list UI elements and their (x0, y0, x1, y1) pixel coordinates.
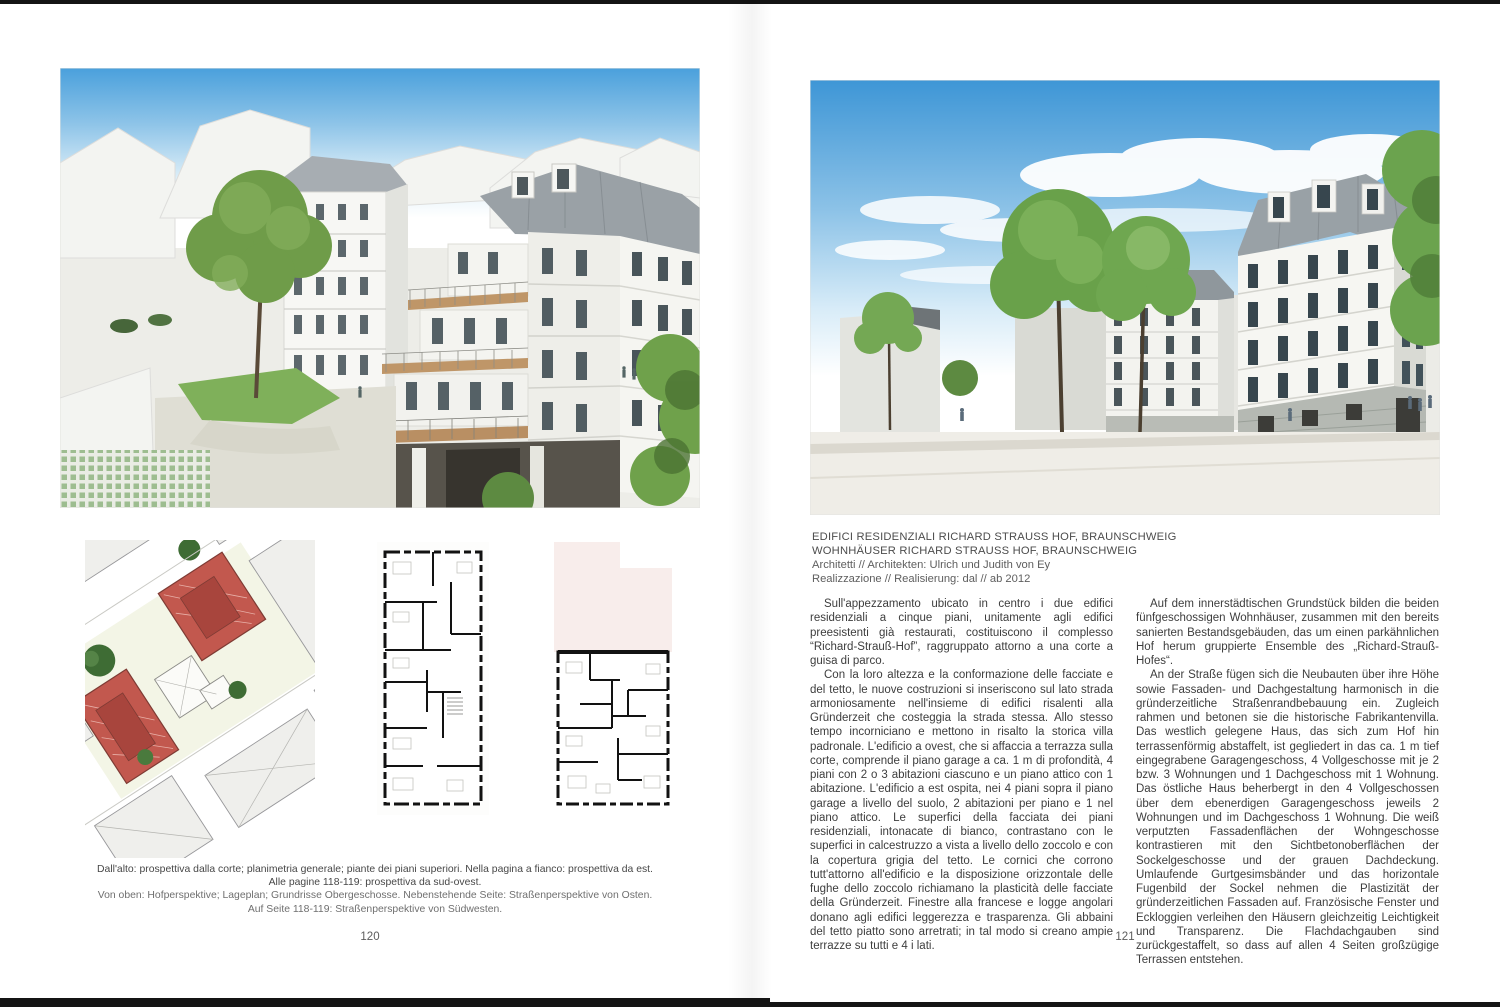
courtyard-rendering-image (60, 68, 700, 508)
page-number-right: 121 (1115, 931, 1135, 943)
body-text-columns (810, 597, 1442, 968)
project-title-german: WOHNHÄUSER RICHARD STRAUSS HOF, BRAUNSCHWEIG (812, 544, 1138, 557)
project-title-block (812, 531, 1412, 587)
german-paragraph-1: Auf dem innerstädtischen Grundstück bilden die beiden fünfgeschossigen Wohnhäuser, zusammen mit den bereits sanierten Bestandsgebäuden, das um einen parkähnlichen Hof herum gruppierte Ensemble des „Richard-Strauß-Hofes“. (1136, 598, 1439, 667)
site-plan-drawing (85, 540, 315, 858)
project-title-italian: EDIFICI RESIDENZIALI RICHARD STRAUSS HOF, BRAUNSCHWEIG (812, 531, 1177, 543)
caption-line-italian-1: Dall'alto: prospettiva dalla corte; planimetria generale; piante dei piani superiori. Nella pagina a fianco: prospettiva da est. (97, 864, 653, 875)
street-rendering-image (810, 80, 1440, 515)
italian-paragraph-2: Con la loro altezza e la conformazione delle facciate e del tetto, le nuove costruzioni si inseriscono sul lato strada armoniosamente nell'insieme di edifici risalenti alla Gründerzeit che costeggia la strada stessa. Allo stesso tempo incorniciano e mettono in risalto la storica villa padronale. L'edificio a ovest, che si affaccia a terrazza sulla corte, comprende il piano garage a ca. 1 m di profondità, 4 piani con 2 o 3 abitazioni ciascuno e un piano attico con 1 abitazione. L'edificio a est ospita, nei 4 piani sopra il piano garage a livello del suolo, 2 abitazioni per piano e 1 nel piano attico. Le superfici della facciata dei piani residenziali, intonacate di bianco, contrastano con le superfici in calcestruzzo a vista a livello dello zoccolo e con la copertura grigia del tetto. Le cornici che corrono tutt'attorno all'edificio e la disposizione orizzontale delle fughe dello zoccolo richiamano la plasticità delle facciate della Gründerzeit. Finestre alla francese e logge angolari donano agli edifici leggerezza e trasparenza. Gli abbaini del tetto piatto sono arretrati; in tal modo si creano ampie terrazze su tutti e 4 i lati. (810, 669, 1113, 952)
figure-caption (63, 863, 687, 916)
german-paragraph-2: An der Straße fügen sich die Neubauten über ihre Höhe sowie Fassaden- und Dachgestaltung harmonisch in die gründerzeitliche Straßenrandbebauung ein. Zugleich rahmen und betonen sie die historische Fabrikantenvilla. Das westlich gelegene Haus, das sich zum Hof hin terrassenförmig abstaffelt, ist gegliedert in das ca. 1 m tief eingegrabene Garagengeschoss, 4 Vollgeschosse mit je 2 bzw. 3 Wohnungen und 1 Dachgeschoss mit 1 Wohnung. Das östliche Haus beherbergt in den 4 Vollgeschossen über dem ebenerdigen Garagengeschoss jeweils 2 Wohnungen und im Dachgeschoss 1 Wohnung. Die weiß verputzten Fassadenflächen der Wohngeschosse kontrastieren mit den Sichtbetonoberflächen der Sockelgeschosse und der grauen Dachdeckung. Umlaufende Gurtgesimsbänder und das horizontale Fugenbild der Sockel nehmen die Plastizität der gründerzeitlichen Fassaden auf. Französische Fenster und Eckloggien verleihen den Häusern gleichzeitig Leichtigkeit und Transparenz. Die Flachdachgauben sind zurückgestaffelt, so dass auf allen 4 Seiten großzügige Terrassen entstehen. (1136, 669, 1439, 967)
caption-line-german-1: Von oben: Hofperspektive; Lageplan; Grundrisse Obergeschosse. Nebenstehende Seite: Straßenperspektive von Osten. (97, 890, 653, 902)
text-column-german (1136, 597, 1439, 968)
floor-plan-west-drawing (377, 542, 489, 815)
page-fold (728, 0, 772, 1007)
street (810, 432, 1440, 515)
caption-line-italian-2: Alle pagine 118-119: prospettiva da sud-ovest. (268, 877, 482, 889)
scan-edge-bottom-left (0, 998, 770, 1007)
caption-line-german-2: Auf Seite 118-119: Straßenperspektive von Südwesten. (247, 903, 503, 915)
italian-paragraph-1: Sull'appezzamento ubicato in centro i due edifici residenziali a cinque piani, unitamente agli edifici preesistenti già restaurati, costituiscono il complesso “Richard-Strauß-Hof”, raggruppato attorno a una corte a guisa di parco. (810, 598, 1113, 667)
architects-line: Architetti // Architekten: Ulrich und Judith von Ey (812, 558, 1051, 571)
page-number-left: 120 (360, 931, 380, 943)
scan-edge-bottom-right (770, 1002, 1500, 1007)
text-column-italian (810, 597, 1113, 968)
floor-plan-east-drawing (550, 540, 675, 815)
realization-line: Realizzazione // Realisierung: dal // ab 2012 (812, 572, 1031, 585)
